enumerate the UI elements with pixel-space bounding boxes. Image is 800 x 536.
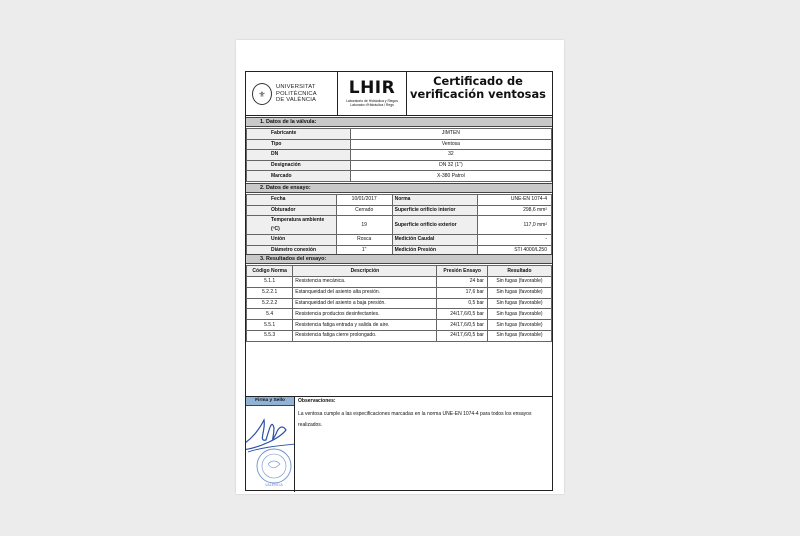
signature-box <box>246 397 295 492</box>
table-row <box>247 277 552 288</box>
table-row <box>247 216 552 235</box>
table-row <box>247 205 552 216</box>
empty-row <box>247 352 552 363</box>
upv-name: UNIVERSITAT POLITÈCNICA DE VALÈNCIA <box>276 84 317 104</box>
field-label: Designación <box>247 160 351 171</box>
description-cell: Resistencia mecánica. <box>293 277 437 288</box>
signature-label: Firma y Sello <box>246 397 294 406</box>
field-label: DN <box>247 150 351 161</box>
table-row <box>247 195 552 206</box>
field-label: Diámetro conexión <box>247 245 337 256</box>
column-header: Resultado <box>487 266 551 277</box>
field-label: Marcado <box>247 171 351 182</box>
observations-area <box>246 396 552 492</box>
result-cell: Sin fugas (favorable) <box>487 287 551 298</box>
certificate-header <box>246 72 552 116</box>
result-cell: Sin fugas (favorable) <box>487 298 551 309</box>
test-data-table <box>246 194 552 256</box>
field-value: 1" <box>336 245 392 256</box>
field-value: UNE-EN 1074-4 <box>478 195 552 206</box>
description-cell: Estanqueidad del asiento a baja presión. <box>293 298 437 309</box>
table-row <box>247 160 552 171</box>
field-label: Medición Presión <box>392 245 478 256</box>
certificate-page <box>236 40 564 494</box>
column-header: Presión Ensayo <box>437 266 487 277</box>
description-cell: Resistencia fatiga entrada y salida de aire. <box>293 320 437 331</box>
table-row <box>247 287 552 298</box>
table-row <box>247 298 552 309</box>
table-row <box>247 150 552 161</box>
code-cell: 5.1.1 <box>247 277 293 288</box>
empty-row <box>247 363 552 374</box>
lhir-subtitle: Laboratorio de Hidráulica y Riegos Laborator d'Hidràulica i Regs <box>345 99 399 107</box>
description-cell: Resistencia fatiga cierre prolongado. <box>293 330 437 341</box>
field-label: Norma <box>392 195 478 206</box>
field-label: Medición Caudal <box>392 235 478 246</box>
observations-text: La ventosa cumple a las especificaciones marcadas en la norma UNE-EN 1074-4 para todos los ensayos realizados. <box>298 411 532 428</box>
field-value: 298,6 mm² <box>478 205 552 216</box>
column-header: Descripción <box>293 266 437 277</box>
table-row <box>247 320 552 331</box>
field-value: Ventosa <box>350 139 551 150</box>
field-label: Fecha <box>247 195 337 206</box>
lhir-logo: LHIR Laboratorio de Hidráulica y Riegos Laborator d'Hidràulica i Regs <box>337 72 407 115</box>
results-table <box>246 265 552 384</box>
field-value: X-380 Patrol <box>350 171 551 182</box>
field-value: - <box>478 235 552 246</box>
pressure-cell: 17,6 bar <box>437 287 487 298</box>
pressure-cell: 0,5 bar <box>437 298 487 309</box>
code-cell: 5.4 <box>247 309 293 320</box>
table-row <box>247 139 552 150</box>
pressure-cell: 24 bar <box>437 277 487 288</box>
field-value: 117,0 mm² <box>478 216 552 235</box>
field-value: 10/01/2017 <box>336 195 392 206</box>
result-cell: Sin fugas (favorable) <box>487 330 551 341</box>
field-value: Cerrado <box>336 205 392 216</box>
code-cell: 5.5.3 <box>247 330 293 341</box>
field-value: DN 32 (1") <box>350 160 551 171</box>
pressure-cell: 24/17,6/0,5 bar <box>437 309 487 320</box>
result-cell: Sin fugas (favorable) <box>487 309 551 320</box>
results-header-row <box>247 266 552 277</box>
observations-label: Observaciones: <box>298 398 336 404</box>
result-cell: Sin fugas (favorable) <box>487 277 551 288</box>
section-valve-title: 1. Datos de la válvula: <box>246 117 552 127</box>
valve-data-table <box>246 128 552 182</box>
code-cell: 5.5.1 <box>247 320 293 331</box>
field-label: Temperatura ambiente (ºC) <box>247 216 337 235</box>
code-cell: 5.2.2.2 <box>247 298 293 309</box>
pressure-cell: 24/17,6/0,5 bar <box>437 330 487 341</box>
table-row <box>247 171 552 182</box>
field-label: Fabricante <box>247 129 351 140</box>
table-row <box>247 309 552 320</box>
empty-row <box>247 374 552 385</box>
description-cell: Resistencia productos desinfectantes. <box>293 309 437 320</box>
field-label: Superficie orificio exterior <box>392 216 478 235</box>
signature-stamp-icon <box>246 406 294 492</box>
field-label: Obturador <box>247 205 337 216</box>
table-row <box>247 129 552 140</box>
certificate-frame <box>245 71 553 491</box>
field-value: 19 <box>336 216 392 235</box>
field-label: Tipo <box>247 139 351 150</box>
code-cell: 5.2.2.1 <box>247 287 293 298</box>
pressure-cell: 24/17,6/0,5 bar <box>437 320 487 331</box>
field-label: Superficie orificio interior <box>392 205 478 216</box>
field-value: STI 4000/L250 <box>478 245 552 256</box>
table-row <box>247 330 552 341</box>
field-value: 32 <box>350 150 551 161</box>
upv-logo <box>252 80 336 108</box>
section-test-title: 2. Datos de ensayo: <box>246 183 552 193</box>
result-cell: Sin fugas (favorable) <box>487 320 551 331</box>
empty-row <box>247 341 552 352</box>
field-value: Rosca <box>336 235 392 246</box>
field-value: JIMTEN <box>350 129 551 140</box>
table-row <box>247 235 552 246</box>
certificate-title: Certificado de verificación ventosas <box>410 74 546 101</box>
stamp-text: VALENCIA <box>265 483 283 487</box>
upv-crest-icon: ⚜ <box>252 83 272 105</box>
column-header: Código Norma <box>247 266 293 277</box>
field-label: Unión <box>247 235 337 246</box>
section-results-title: 3. Resultados del ensayo: <box>246 254 552 264</box>
description-cell: Estanqueidad del asiento alta presión. <box>293 287 437 298</box>
